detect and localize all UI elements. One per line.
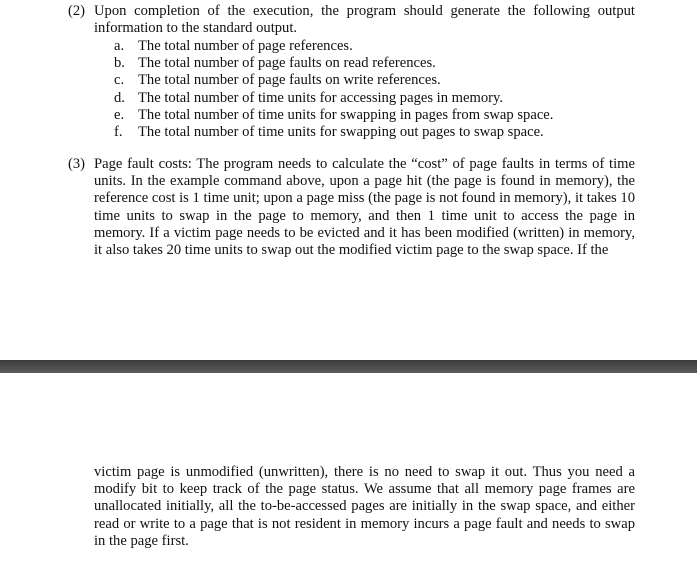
list-item-letter: f. bbox=[114, 124, 123, 141]
list-item-text: The total number of time units for accessing pages in memory. bbox=[138, 89, 504, 106]
item-3-number: (3) bbox=[68, 156, 86, 172]
paragraph-item-2 bbox=[68, 3, 635, 37]
list-item-text: The total number of page faults on read references. bbox=[138, 55, 436, 72]
output-list bbox=[114, 38, 634, 141]
paragraph-item-3 bbox=[68, 156, 635, 259]
list-item bbox=[114, 55, 634, 72]
list-item bbox=[114, 72, 634, 89]
list-item-letter: e. bbox=[114, 106, 125, 123]
list-item bbox=[114, 38, 634, 55]
list-item-text: The total number of page references. bbox=[138, 38, 353, 54]
list-item bbox=[114, 107, 634, 124]
item-3-text: Page fault costs: The program needs to calculate the “cost” of page faults in terms of time units. In the example command above, upon a page hit (the page is found in memory), the reference cost is 1 time unit; upon a page miss (the page is not found in memory), it takes 10 time units to swap in the page to memory, and then 1 time unit to access the page in memory. If a victim page needs to be evicted and it has been modified (written) in memory, it also takes 20 time units to swap out the modified victim page to the swap space. If the bbox=[94, 156, 635, 259]
page-break-separator bbox=[0, 360, 697, 373]
list-item-text: The total number of time units for swapping out pages to swap space. bbox=[138, 124, 544, 141]
item-2-number: (2) bbox=[68, 3, 86, 19]
list-item bbox=[114, 90, 634, 107]
list-item-letter: b. bbox=[114, 55, 125, 72]
paragraph-item-3-continuation: victim page is unmodified (unwritten), there is no need to swap it out. Thus you need a modify bit to keep track of the page status. We assume that all memory page frames are unallocated initially, all the to-be-accessed pages are initially in the swap space, and either read or write to a page that is not resident in memory incurs a page fault and needs to swap in the page first. bbox=[94, 464, 635, 549]
list-item-text: The total number of time units for swapping in pages from swap space. bbox=[138, 106, 554, 123]
list-item-text: The total number of page faults on write references. bbox=[138, 72, 441, 89]
list-item-letter: a. bbox=[114, 38, 125, 54]
list-item-letter: c. bbox=[114, 72, 125, 89]
item-2-text: Upon completion of the execution, the program should generate the following output information to the standard output. bbox=[94, 3, 635, 37]
list-item bbox=[114, 124, 634, 141]
list-item-letter: d. bbox=[114, 89, 125, 106]
